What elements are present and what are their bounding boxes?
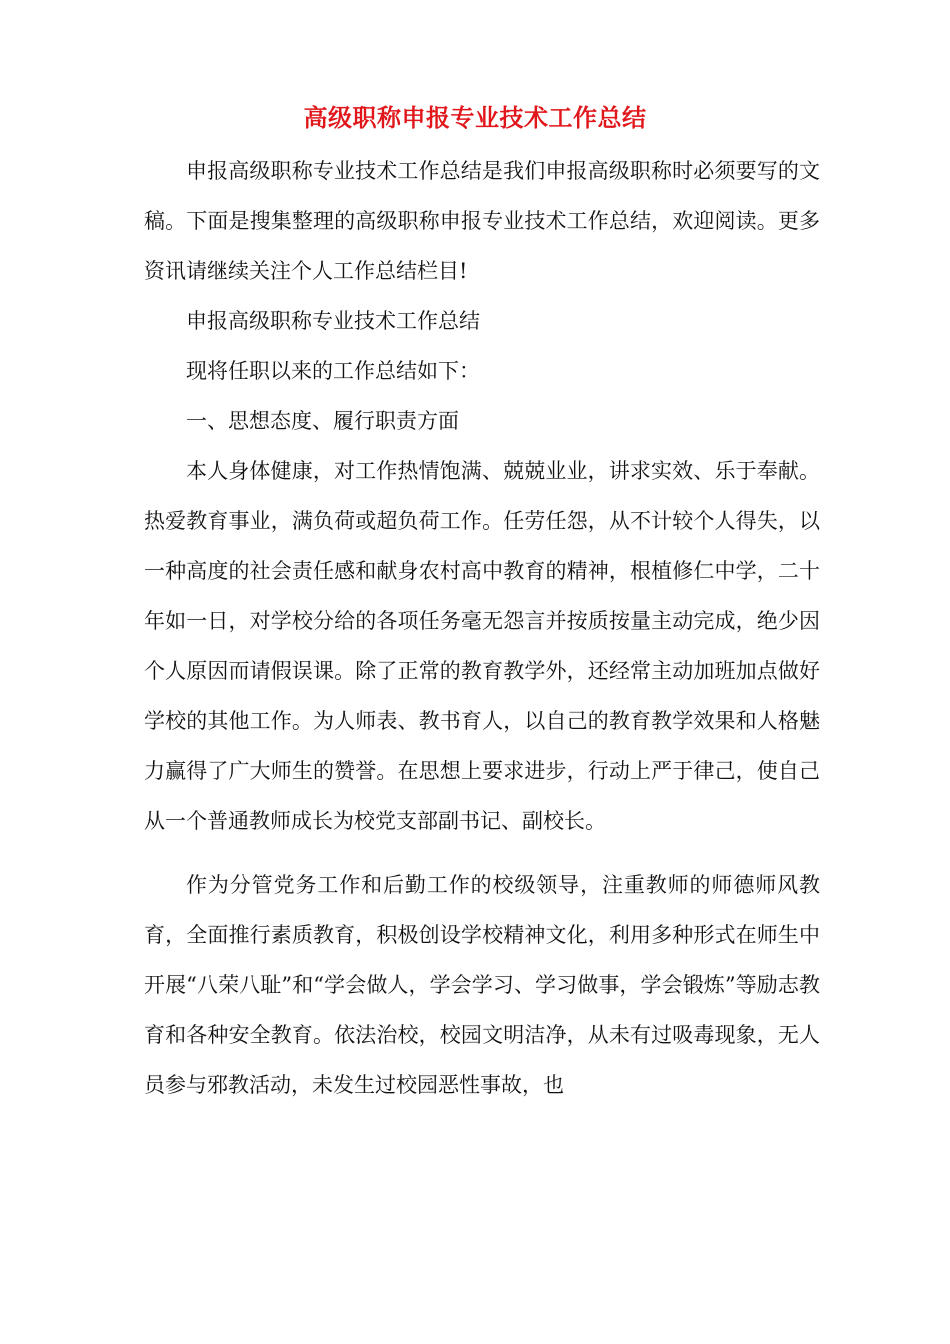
document-title: 高级职称申报专业技术工作总结 <box>303 104 647 132</box>
summary-lead-paragraph: 现将任职以来的工作总结如下： <box>186 359 480 383</box>
document-body <box>144 146 820 1110</box>
subtitle-paragraph: 申报高级职称专业技术工作总结 <box>186 309 480 333</box>
body-paragraph-leadership: 作为分管党务工作和后勤工作的校级领导，注重教师的师德师风教育，全面推行素质教育，积极创设学校精神文化，利用多种形式在师生中开展“八荣八耻”和“学会做人，学会学习、学习做事，学会锻炼”等励志教育和各种安全教育。依法治校，校园文明洁净，从未有过吸毒现象，无人员参与邪教活动，未发生过校园恶性事故，也 <box>144 873 820 1097</box>
section-heading: 一、思想态度、履行职责方面 <box>186 409 459 433</box>
body-paragraph-attitude: 本人身体健康，对工作热情饱满、兢兢业业，讲求实效、乐于奉献。热爱教育事业，满负荷或超负荷工作。任劳任怨，从不计较个人得失，以一种高度的社会责任感和献身农村高中教育的精神，根植修仁中学，二十年如一日，对学校分给的各项任务毫无怨言并按质按量主动完成，绝少因个人原因而请假误课。除了正常的教育教学外，还经常主动加班加点做好学校的其他工作。为人师表、教书育人，以自己的教育教学效果和人格魅力赢得了广大师生的赞誉。在思想上要求进步，行动上严于律己，使自己从一个普通教师成长为校党支部副书记、副校长。 <box>144 459 820 833</box>
intro-paragraph: 申报高级职称专业技术工作总结是我们申报高级职称时必须要写的文稿。下面是搜集整理的高级职称申报专业技术工作总结，欢迎阅读。更多资讯请继续关注个人工作总结栏目! <box>144 159 820 283</box>
